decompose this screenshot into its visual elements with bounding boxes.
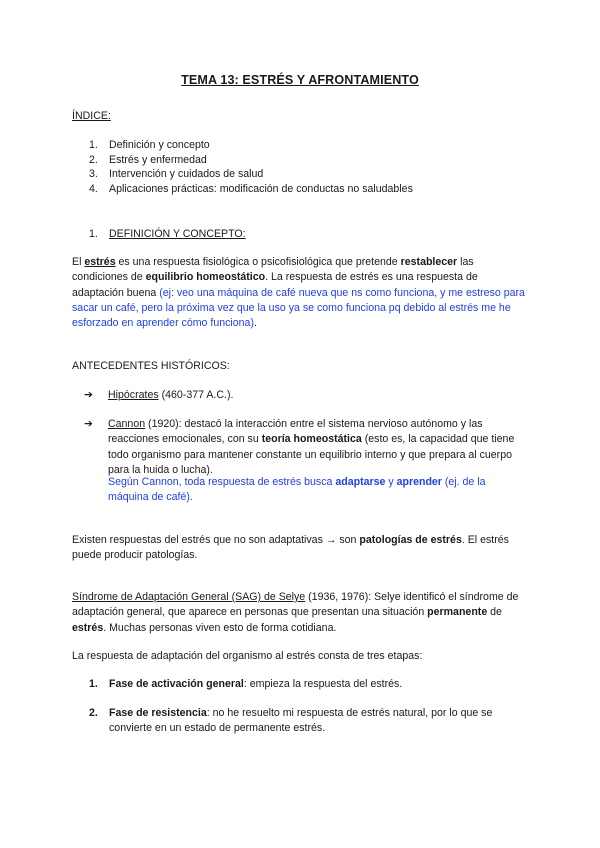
bold-term: permanente xyxy=(427,606,488,619)
etapas-intro: La respuesta de adaptación del organismo al estrés consta de tres etapas: xyxy=(72,650,423,662)
sag-paragraph xyxy=(72,590,528,636)
text-run: (esto es, la capacidad que tiene todo organismo para mantener constante un equilibrio interno y que prepara al cuerpo para la huida o lucha). xyxy=(108,433,515,476)
cannon-name: Cannon xyxy=(108,418,146,430)
cannon-note xyxy=(108,475,524,506)
list-item xyxy=(109,706,529,737)
list-item-text: Definición y concepto xyxy=(109,139,210,151)
sag-name: Síndrome de Adaptación General (SAG) de Selye xyxy=(72,591,306,603)
list-item-text: Estrés y enfermedad xyxy=(109,153,207,166)
bold-term: restablecer xyxy=(400,256,458,268)
antecedentes-heading: ANTECEDENTES HISTÓRICOS: xyxy=(72,360,230,372)
list-item-text: Aplicaciones prácticas: modificación de conductas no saludables xyxy=(109,182,413,195)
page-title: TEMA 13: ESTRÉS Y AFRONTAMIENTO xyxy=(181,73,419,87)
text-run: El xyxy=(72,256,85,268)
list-item-number: 1. xyxy=(89,678,98,690)
text-run: (1920): destacó la interacción entre el sistema nervioso autónomo y las reacciones emocionales, con su xyxy=(108,418,483,446)
arrow-bullet-icon: ➔ xyxy=(84,418,93,430)
text-run: Según Cannon, toda respuesta de estrés busca xyxy=(108,476,336,488)
list-item xyxy=(89,182,529,197)
text-run: : empieza la respuesta del estrés. xyxy=(243,678,403,690)
text-run: . El estrés puede producir patologías. xyxy=(72,534,509,562)
text-run: . La respuesta de estrés es una respuesta de adaptación buena xyxy=(72,271,478,299)
list-item xyxy=(89,167,529,182)
hipocrates-name: Hipócrates xyxy=(108,389,159,401)
list-item-number xyxy=(89,706,109,721)
patologias-paragraph xyxy=(72,533,528,564)
text-run: Existen respuestas del estrés que no son adaptativas → son xyxy=(72,534,360,546)
definition-paragraph xyxy=(72,255,528,331)
list-item-number: 3. xyxy=(89,168,98,181)
section-title: DEFINICIÓN Y CONCEPTO: xyxy=(109,228,246,240)
handwritten-note: (ej: veo una máquina de café nueva que ns como funciona, y me estreso para sacar un café, pero la próxima vez que la uso ya se como funciona pq debido al estrés me he esforzado en aprender cómo funciona) xyxy=(72,286,525,330)
term-estres: estrés xyxy=(84,256,116,268)
text-run: (1936, 1976): Selye identificó el síndrome de adaptación general, que aparece en personas que presentan una situación xyxy=(72,591,519,619)
text-run: . xyxy=(253,317,257,330)
list-item xyxy=(89,153,529,168)
text-run: y xyxy=(385,476,397,488)
list-item-number: 2. xyxy=(89,153,98,166)
bold-term: teoría homeostática xyxy=(261,433,362,446)
bold-term: equilibrio homeostático xyxy=(145,271,266,284)
section-number: 1. xyxy=(89,228,98,240)
text-run: : no he resuelto mi respuesta de estrés natural, por lo que se convierte en un estado de permanente estrés. xyxy=(109,707,493,735)
list-item-number: 4. xyxy=(89,182,98,195)
list-item-number: 1. xyxy=(89,139,98,151)
bold-term: adaptarse xyxy=(335,476,386,488)
text-run: de xyxy=(487,606,502,619)
list-item xyxy=(89,138,529,153)
list-item-number-text: 2. xyxy=(89,707,98,719)
text-run: las condiciones de xyxy=(72,256,474,284)
bullet-item xyxy=(84,388,524,403)
bold-term: Fase de resistencia xyxy=(109,707,207,719)
bold-term: Fase de activación general xyxy=(109,678,244,690)
text-run: . Muchas personas viven esto de forma cotidiana. xyxy=(103,621,337,634)
bold-term: aprender xyxy=(396,476,442,488)
text-run: (460-377 A.C.). xyxy=(158,389,234,401)
text-run: es una respuesta fisiológica o psicofisiológica que pretende xyxy=(115,256,401,268)
bold-term: patologías de estrés xyxy=(359,534,462,546)
list-item xyxy=(89,677,529,692)
list-item-text: Intervención y cuidados de salud xyxy=(109,168,264,181)
arrow-bullet-icon: ➔ xyxy=(84,389,93,401)
indice-list xyxy=(89,138,529,196)
text-run: (ej. de la máquina de café). xyxy=(108,476,486,504)
section-heading xyxy=(89,227,246,242)
indice-heading: ÍNDICE: xyxy=(72,110,111,122)
cannon-paragraph xyxy=(108,417,524,478)
bold-term: estrés xyxy=(72,621,104,634)
